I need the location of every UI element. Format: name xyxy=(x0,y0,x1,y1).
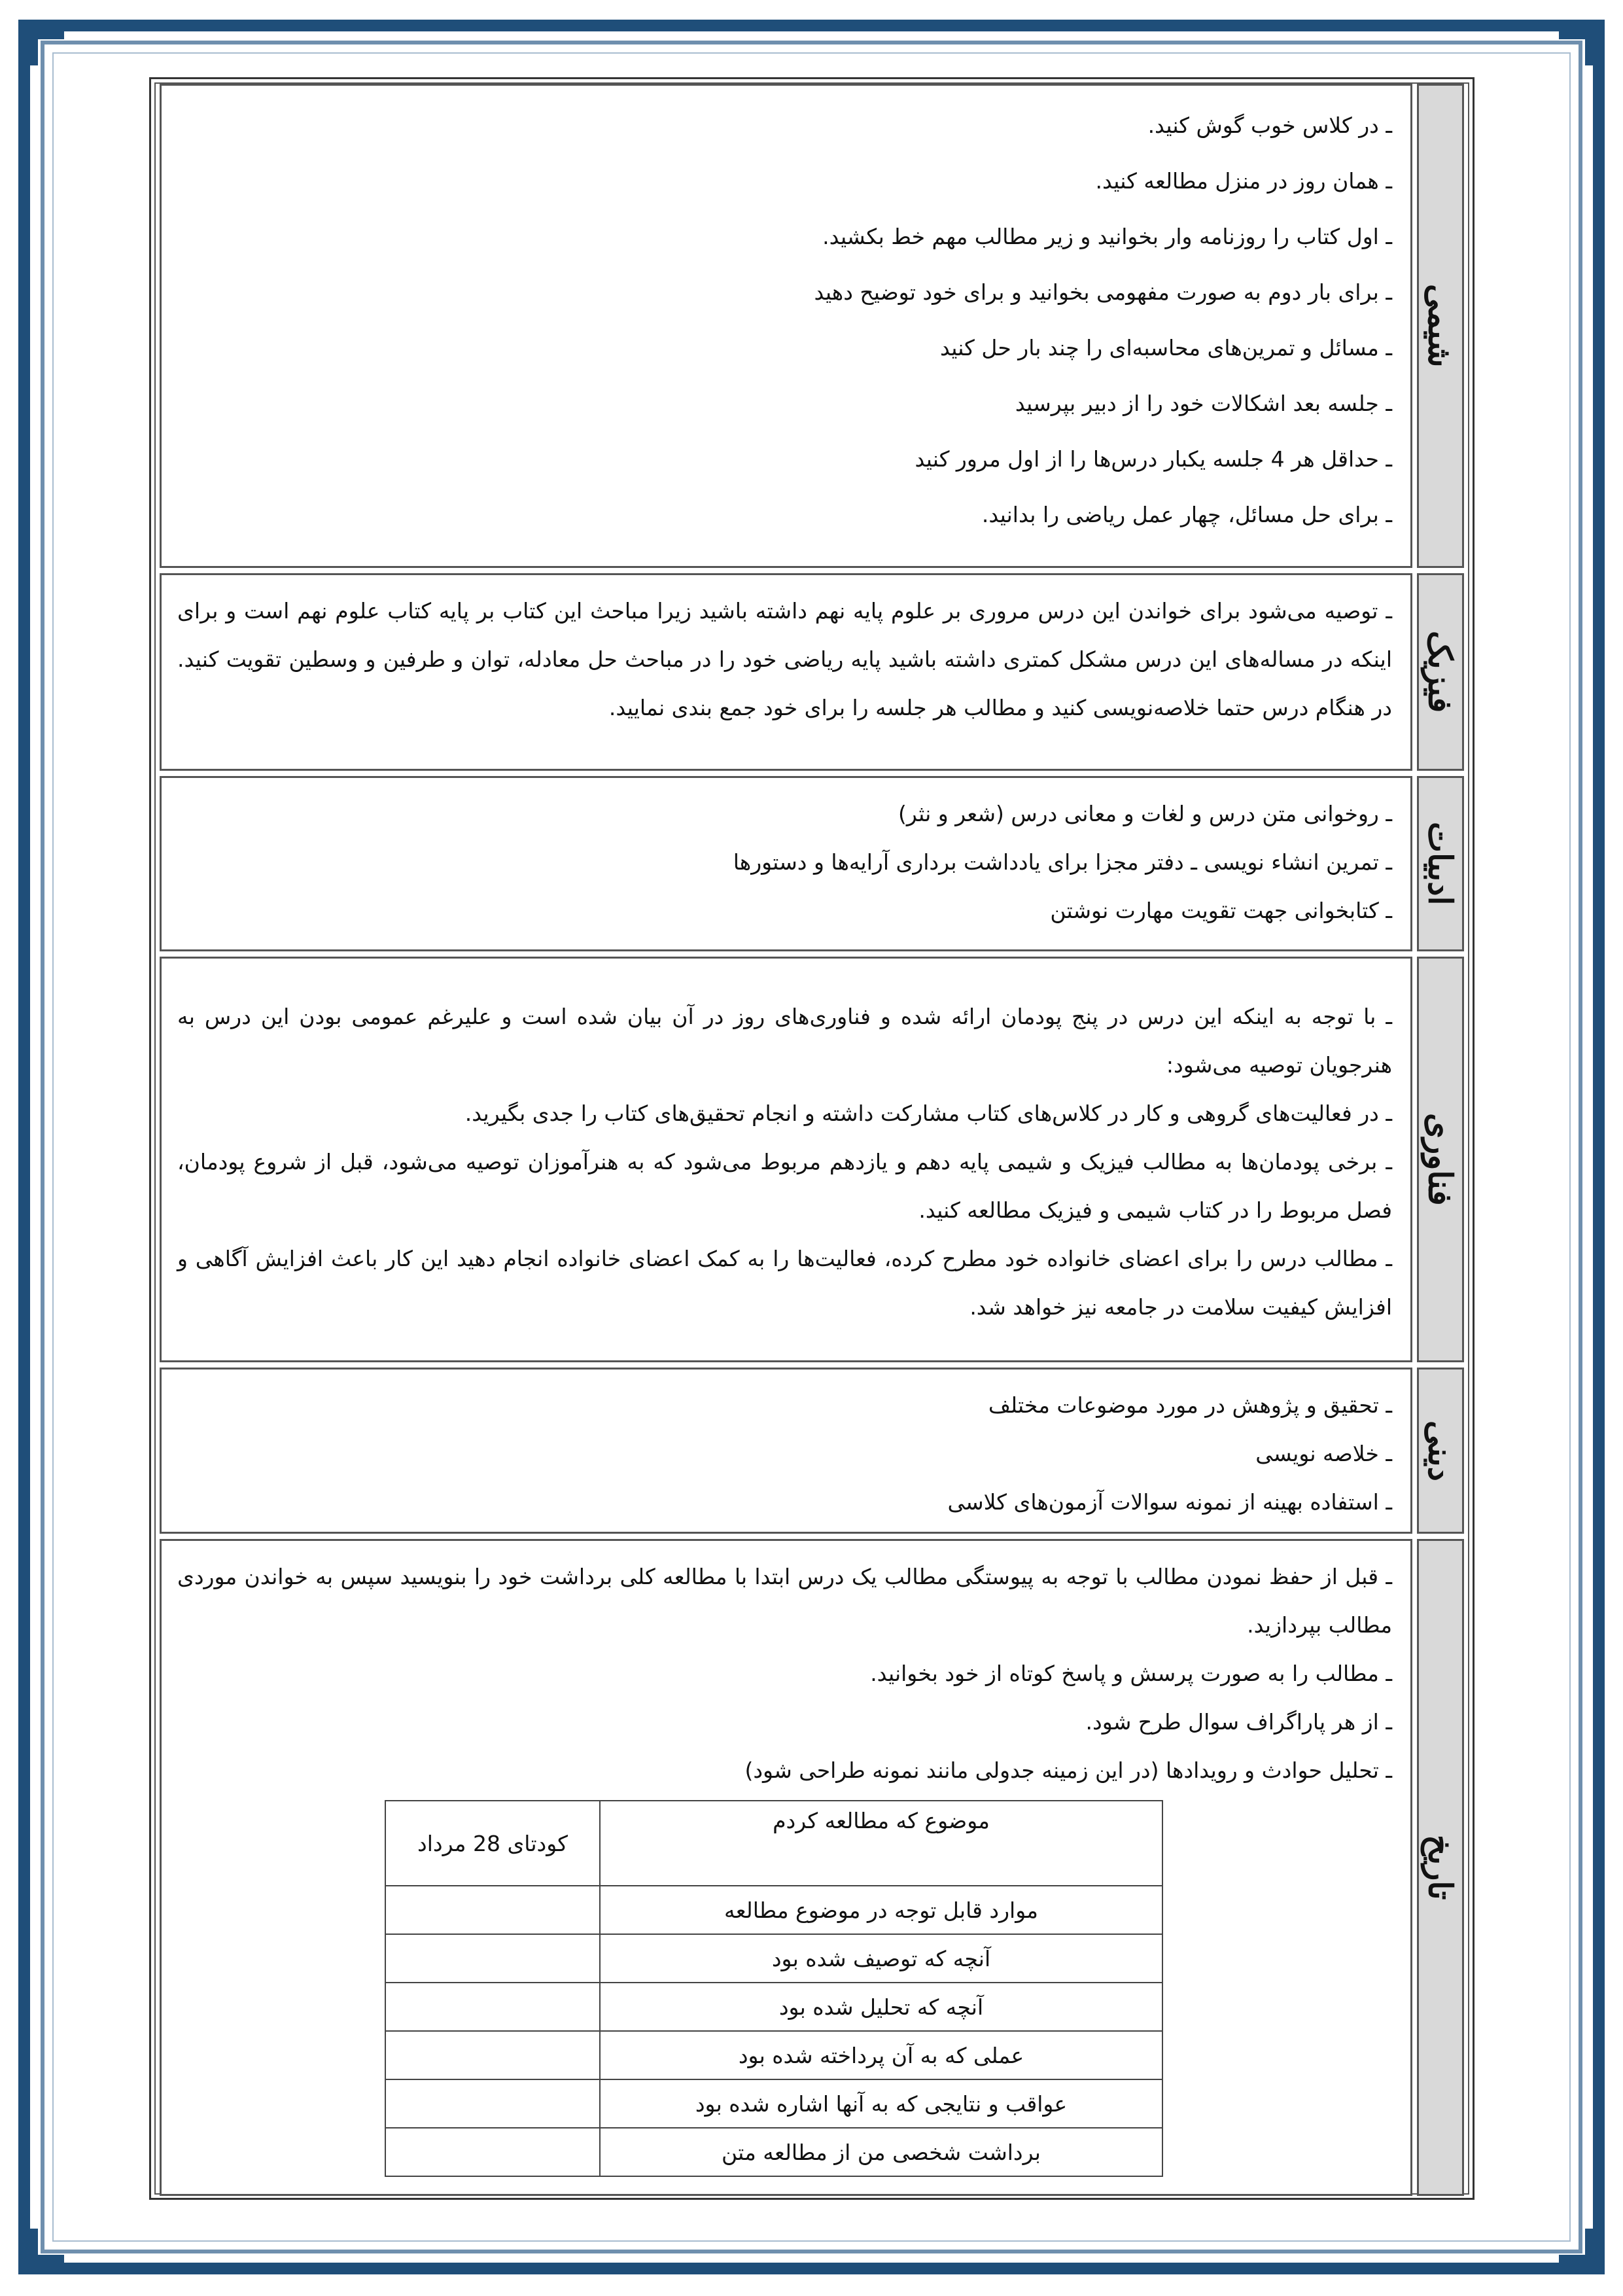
section-history-content xyxy=(160,1539,1412,2196)
section-title: فیزیک xyxy=(1421,631,1460,713)
section-religious-content xyxy=(160,1368,1412,1534)
table-cell-empty xyxy=(385,2031,600,2079)
paragraph: ـ قبل از حفظ نمودن مطالب با توجه به پیوستگی مطالب یک درس ابتدا با مطالعه کلی برداشت خود را بنویسید سپس به خواندن موردی مطالب بپردازید. xyxy=(177,1564,1392,1638)
section-technology-content xyxy=(160,957,1412,1362)
table-cell-empty xyxy=(385,2079,600,2128)
table-cell: عملی که به آن پرداخته شده بود xyxy=(600,2031,1162,2079)
table-row xyxy=(385,1934,1162,1983)
table-cell: موارد قابل توجه در موضوع مطالعه xyxy=(600,1886,1162,1934)
section-chemistry-content xyxy=(160,84,1412,568)
table-cell-empty xyxy=(385,2128,600,2176)
paragraph: ـ با توجه به اینکه این درس در پنج پودمان ارائه شده و فناوری‌های روز در آن بیان شده است و علیرغم عمومی بودن این درس به هنرجویان توصیه می‌شود: xyxy=(177,1004,1392,1078)
list-item: ـ خلاصه نویسی xyxy=(1255,1441,1392,1466)
table-row xyxy=(385,2031,1162,2079)
corner-ornament xyxy=(18,20,64,65)
section-physics xyxy=(160,573,1464,771)
table-cell: آنچه که توصیف شده بود xyxy=(600,1934,1162,1983)
section-history xyxy=(160,1539,1464,2196)
list-item: ـ مطالب را به صورت پرسش و پاسخ کوتاه از خود بخوانید. xyxy=(870,1661,1392,1686)
list-item: ـ در کلاس خوب گوش کنید. xyxy=(1147,113,1392,138)
list-item: ـ مسائل و تمرین‌های محاسبه‌ای را چند بار حل کنید xyxy=(939,335,1392,361)
table-row xyxy=(385,1801,1162,1886)
section-title: تاریخ xyxy=(1421,1835,1460,1900)
section-religious-label xyxy=(1417,1368,1464,1534)
list-item: ـ از هر پاراگراف سوال طرح شود. xyxy=(1085,1709,1392,1735)
paragraph: ـ در فعالیت‌های گروهی و کار در کلاس‌های کتاب مشارکت داشته و انجام تحقیق‌های کتاب را جدی بگیرید. xyxy=(464,1101,1392,1126)
section-title: دینی xyxy=(1421,1420,1460,1481)
section-technology xyxy=(160,957,1464,1362)
list-item: ـ روخوانی متن درس و لغات و معانی درس (شعر و نثر) xyxy=(898,801,1392,826)
section-chemistry-label xyxy=(1417,84,1464,568)
list-item: ـ برای حل مسائل، چهار عمل ریاضی را بدانید. xyxy=(981,502,1392,527)
section-religious xyxy=(160,1368,1464,1534)
corner-ornament xyxy=(1559,2229,1605,2274)
corner-ornament xyxy=(1559,20,1605,65)
list-item: ـ استفاده بهینه از نمونه سوالات آزمون‌های کلاسی xyxy=(947,1489,1392,1515)
section-chemistry xyxy=(160,84,1464,568)
table-cell: برداشت شخصی من از مطالعه متن xyxy=(600,2128,1162,2176)
event-analysis-table xyxy=(385,1800,1163,2177)
section-literature xyxy=(160,776,1464,951)
section-literature-label xyxy=(1417,776,1464,951)
list-item: ـ اول کتاب را روزنامه وار بخوانید و زیر مطالب مهم خط بکشید. xyxy=(822,224,1392,249)
section-title: فناوری xyxy=(1421,1113,1460,1206)
section-technology-label xyxy=(1417,957,1464,1362)
table-row xyxy=(385,1983,1162,2031)
table-cell: موضوع که مطالعه کردم xyxy=(600,1801,1162,1886)
list-item: ـ برای بار دوم به صورت مفهومی بخوانید و برای خود توضیح دهید xyxy=(814,279,1392,305)
paragraph: ـ مطالب درس را برای اعضای خانواده خود مطرح کرده، فعالیت‌ها را به کمک اعضای خانواده انجام دهید این کار باعث افزایش آگاهی و افزایش کیفیت سلامت در جامعه نیز خواهد شد. xyxy=(177,1246,1392,1320)
section-physics-label xyxy=(1417,573,1464,771)
table-cell-empty xyxy=(385,1886,600,1934)
section-title: شیمی xyxy=(1421,284,1460,368)
section-history-label xyxy=(1417,1539,1464,2196)
table-cell-empty xyxy=(385,1934,600,1983)
list-item: ـ جلسه بعد اشکالات خود را از دبیر بپرسید xyxy=(1015,391,1392,416)
table-cell: آنچه که تحلیل شده بود xyxy=(600,1983,1162,2031)
table-cell: عواقب و نتایجی که به آنها اشاره شده بود xyxy=(600,2079,1162,2128)
list-item: ـ تمرین انشاء نویسی ـ دفتر مجزا برای یادداشت برداری آرایه‌ها و دستورها xyxy=(733,849,1392,875)
list-item: ـ تحلیل حوادث و رویدادها (در این زمینه جدولی مانند نمونه طراحی شود) xyxy=(744,1757,1392,1783)
paragraph: ـ برخی پودمان‌ها به مطالب فیزیک و شیمی پایه دهم و یازدهم مربوط می‌شود که به هنرآموزان توصیه می‌شود، قبل از شروع پودمان، فصل مربوط را در کتاب شیمی و فیزیک مطالعه کنید. xyxy=(177,1149,1392,1223)
list-item: ـ حداقل هر 4 جلسه یکبار درس‌ها را از اول مرور کنید xyxy=(915,446,1392,472)
section-literature-content xyxy=(160,776,1412,951)
list-item: ـ کتابخوانی جهت تقویت مهارت نوشتن xyxy=(1050,898,1392,923)
section-title: ادبیات xyxy=(1421,822,1460,906)
paragraph: ـ توصیه می‌شود برای خواندن این درس مروری بر علوم پایه نهم داشته باشید زیرا مباحث این کتاب بر پایه کتاب علوم نهم است و برای اینکه در مساله‌های این درس مشکل کمتری داشته باشید پایه ریاضی خود را در مباحث حل معادله، توان و طرفین و وسطین تقویت کنید. در هنگام درس حتما خلاصه‌نویسی کنید و مطالب هر جلسه را برای خود جمع بندی نمایید. xyxy=(177,598,1392,720)
section-physics-content xyxy=(160,573,1412,771)
list-item: ـ همان روز در منزل مطالعه کنید. xyxy=(1095,168,1392,194)
table-row xyxy=(385,2079,1162,2128)
corner-ornament xyxy=(18,2229,64,2274)
list-item: ـ تحقیق و پژوهش در مورد موضوعات مختلف xyxy=(988,1392,1392,1418)
table-row xyxy=(385,1886,1162,1934)
table-cell: کودتای 28 مرداد xyxy=(385,1801,600,1886)
table-cell-empty xyxy=(385,1983,600,2031)
table-row xyxy=(385,2128,1162,2176)
